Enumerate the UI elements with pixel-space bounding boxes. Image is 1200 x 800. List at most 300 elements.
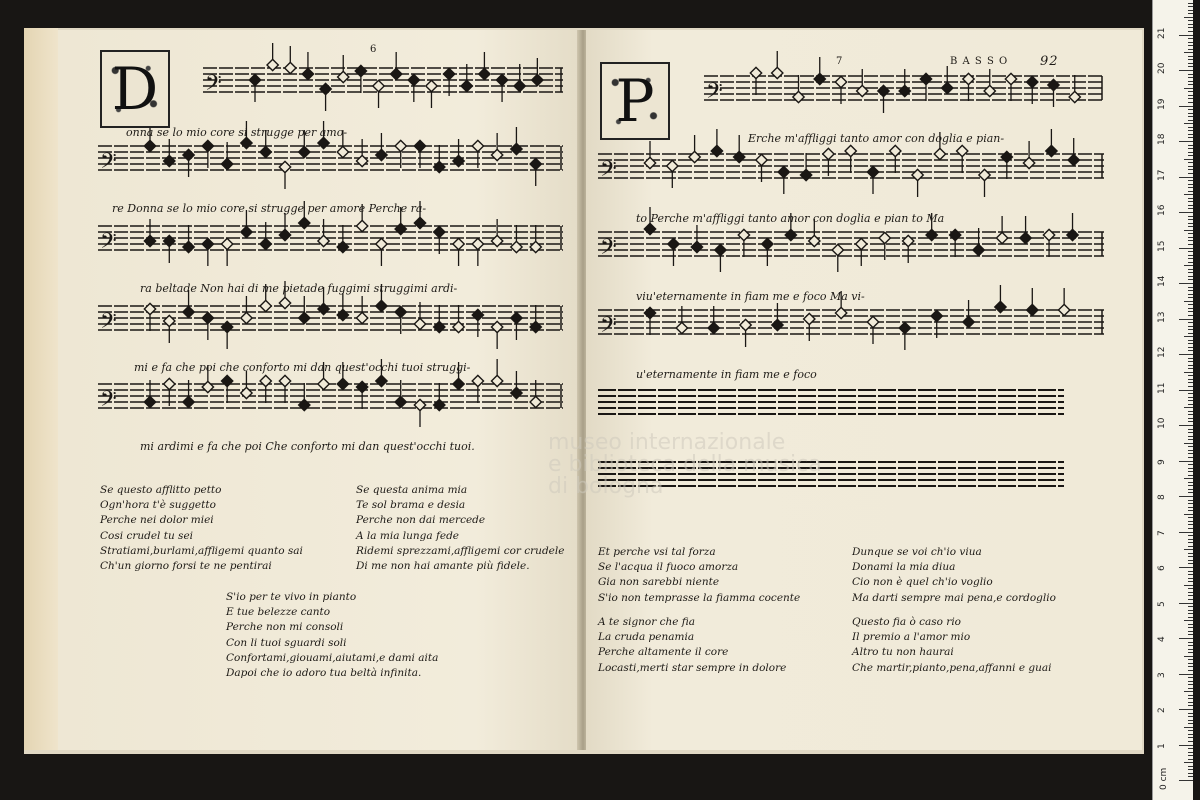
ruler-tick [1188, 77, 1193, 78]
verse-line: Se questa anima mia [356, 484, 468, 496]
ruler-tick [1188, 542, 1193, 543]
ruler-tick [1188, 670, 1193, 671]
music-note [183, 225, 194, 253]
music-note [832, 244, 843, 272]
ruler-tick [1188, 24, 1193, 25]
ruler-tick [1188, 599, 1193, 600]
ruler-tick [1179, 177, 1193, 178]
ruler-tick [1188, 56, 1193, 57]
ruler-label: 10 [1157, 417, 1167, 429]
ruler-tick [1188, 560, 1193, 561]
ruler-tick [1179, 248, 1193, 249]
music-note [1046, 129, 1057, 157]
ruler-tick [1179, 674, 1193, 675]
verse-line: Di me non hai amante più fidele. [356, 560, 530, 573]
music-note [202, 238, 213, 266]
ruler-label: 1 [1157, 742, 1167, 749]
music-note [750, 67, 761, 95]
ruler-tick [1188, 208, 1193, 209]
ruler-tick [1188, 517, 1193, 518]
music-note [279, 213, 290, 241]
ruler-tick [1188, 329, 1193, 330]
ruler-tick [1188, 652, 1193, 653]
ruler-tick [1188, 702, 1193, 703]
ruler-tick [1188, 184, 1193, 185]
ruler-tick [1188, 120, 1193, 121]
music-note [689, 135, 700, 163]
ruler-tick [1188, 578, 1193, 579]
ruler-tick [1188, 145, 1193, 146]
ruler-tick [1184, 52, 1193, 53]
verse-line: Ma darti sempre mai pena,e cordoglio [852, 591, 1056, 604]
ruler-tick [1188, 741, 1193, 742]
music-note [414, 399, 425, 427]
music-note [320, 83, 331, 111]
ruler-tick [1188, 429, 1193, 430]
ruler-tick [1188, 457, 1193, 458]
clef-icon: 𝄢 [600, 313, 617, 343]
ruler-tick [1188, 102, 1193, 103]
lyric-line: ra beltade Non hai di me pietade fuggimi struggimi ardi- [140, 282, 458, 295]
verse-line: Con li tuoi sguardi soli [226, 636, 347, 649]
ruler-tick [1188, 397, 1193, 398]
ruler-tick [1188, 418, 1193, 419]
lyric-line: to Perche m'affliggi tanto amor con doglia e pian to Ma [636, 212, 945, 225]
ruler-tick [1188, 269, 1193, 270]
folio-annotation: 92 [1040, 54, 1059, 69]
ruler-tick [1188, 31, 1193, 32]
music-note [337, 225, 348, 253]
ruler-tick [1188, 688, 1193, 689]
music-note [644, 141, 655, 169]
verse-line: Te sol brama e desia [356, 499, 466, 512]
ruler-tick [1184, 265, 1193, 266]
decorated-initial-p: P [600, 62, 670, 140]
music-note [957, 145, 968, 173]
ruler-tick [1188, 528, 1193, 529]
ruler-label: 3 [1157, 671, 1167, 678]
ruler-tick [1188, 627, 1193, 628]
ruler-tick [1188, 524, 1193, 525]
ruler-tick [1188, 503, 1193, 504]
ruler-tick [1188, 500, 1193, 501]
verse-line: E tue belezze canto [226, 606, 331, 619]
music-note [1001, 151, 1012, 179]
ruler-unit-label: 0 cm [1159, 767, 1169, 790]
verse-line: Confortami,giouami,aiutami,e dami aita [226, 651, 439, 664]
watermark-line: di bologna [548, 474, 664, 499]
decorated-initial-d: D [100, 50, 170, 128]
music-note [963, 300, 974, 328]
ruler-tick [1188, 49, 1193, 50]
music-note [1023, 141, 1034, 169]
ruler-tick [1188, 322, 1193, 323]
music-note [434, 145, 445, 173]
ruler-tick [1188, 20, 1193, 21]
ruler-tick [1188, 84, 1193, 85]
ruler-tick [1188, 659, 1193, 660]
ruler-tick [1188, 42, 1193, 43]
music-note [183, 149, 194, 177]
music-note [426, 80, 437, 108]
clef-icon: 𝄢 [100, 229, 117, 259]
ruler-tick [1188, 723, 1193, 724]
ruler-tick [1188, 38, 1193, 39]
music-note [299, 296, 310, 324]
ruler-label: 8 [1157, 494, 1167, 500]
ruler-tick [1179, 496, 1193, 497]
ruler-tick [1188, 148, 1193, 149]
clef-icon: 𝄢 [100, 149, 117, 179]
music-note [491, 359, 502, 387]
ruler-label: 18 [1157, 133, 1167, 145]
music-note [479, 52, 490, 80]
ruler-tick [1188, 606, 1193, 607]
ruler-tick [1188, 631, 1193, 632]
verse-line: Perche non dai mercede [356, 514, 486, 527]
lyric-line: onna se lo mio core si strugge per amo- [126, 126, 348, 139]
ruler-tick [1188, 326, 1193, 327]
ruler-tick [1188, 343, 1193, 344]
ruler-tick [1188, 113, 1193, 114]
clef-icon: 𝄢 [706, 79, 723, 109]
ruler-tick [1188, 226, 1193, 227]
ruler-tick [1188, 216, 1193, 217]
lyric-line: viu'eternamente in fiam me e foco Ma vi- [636, 290, 865, 303]
music-note [762, 238, 773, 266]
music-note [867, 316, 878, 344]
ruler-tick [1188, 272, 1193, 273]
music-note [950, 229, 961, 257]
ruler-tick [1184, 585, 1193, 586]
verse-line: A la mia lunga fede [356, 529, 460, 542]
ruler-tick [1188, 205, 1193, 206]
ruler-tick [1184, 301, 1193, 302]
ruler-tick [1188, 610, 1193, 611]
ruler-tick [1188, 677, 1193, 678]
ruler-tick [1179, 461, 1193, 462]
ruler-tick [1188, 485, 1193, 486]
music-note [1068, 138, 1079, 166]
ruler-tick [1188, 471, 1193, 472]
music-note [434, 305, 445, 333]
verse-line: Perche non mi consoli [226, 621, 344, 634]
ruler-tick [1179, 603, 1193, 604]
music-note [1027, 288, 1038, 316]
ruler-tick [1188, 66, 1193, 67]
ruler-tick [1188, 130, 1193, 131]
music-note [899, 69, 910, 97]
verse-stanza [356, 483, 564, 574]
ruler-tick [1188, 574, 1193, 575]
ruler-tick [1188, 645, 1193, 646]
music-note [453, 139, 464, 167]
music-note [1020, 216, 1031, 244]
ruler-tick [1188, 201, 1193, 202]
clef-icon: 𝄢 [100, 387, 117, 417]
ruler-tick [1188, 507, 1193, 508]
ruler-tick [1188, 713, 1193, 714]
ruler-label: 6 [1157, 565, 1167, 571]
music-note [249, 74, 260, 102]
empty-staff [598, 390, 1064, 414]
music-note [337, 293, 348, 321]
music-note [356, 139, 367, 167]
ruler-tick [1184, 17, 1193, 18]
ruler-tick [1184, 514, 1193, 515]
ruler-tick [1188, 311, 1193, 312]
ruler-tick [1188, 152, 1193, 153]
music-note [1005, 73, 1016, 101]
ruler-tick [1188, 258, 1193, 259]
ruler-tick [1184, 549, 1193, 550]
lyric-line: u'eternamente in fiam me e foco [636, 368, 817, 381]
page-edge [24, 28, 58, 750]
ruler-tick [1188, 358, 1193, 359]
ruler-tick [1184, 727, 1193, 728]
ruler-label: 19 [1157, 98, 1167, 110]
ruler-tick [1179, 106, 1193, 107]
music-note [530, 305, 541, 333]
music-note [734, 135, 745, 163]
ruler-label: 11 [1157, 382, 1167, 394]
ruler-tick [1188, 624, 1193, 625]
lyric-line: mi e fa che poi che conforto mi dan quest'occhi tuoi struggi- [134, 361, 471, 374]
ruler-tick [1188, 414, 1193, 415]
ruler-tick [1188, 482, 1193, 483]
music-note [867, 166, 878, 194]
music-note [279, 161, 290, 189]
ruler-tick [1188, 571, 1193, 572]
ruler-tick [1188, 563, 1193, 564]
music-note [996, 216, 1007, 244]
music-note [164, 315, 175, 343]
verse-line: S'io non temprasse la fiamma cocente [598, 591, 801, 604]
music-note [532, 58, 543, 86]
music-note [800, 153, 811, 181]
ruler-tick [1188, 375, 1193, 376]
music-note [903, 235, 914, 263]
ruler-tick [1188, 27, 1193, 28]
music-note [530, 158, 541, 186]
music-note [1043, 229, 1054, 257]
music-note [491, 219, 502, 247]
music-note [920, 73, 931, 101]
ruler-tick [1188, 581, 1193, 582]
ruler-tick [1188, 287, 1193, 288]
music-note [890, 145, 901, 173]
verse-line: Locasti,merti star sempre in dolore [598, 661, 787, 674]
ruler-tick [1188, 755, 1193, 756]
ruler-label: 16 [1157, 204, 1167, 216]
music-note [318, 219, 329, 247]
ruler-tick [1188, 769, 1193, 770]
music-note [338, 55, 349, 83]
ruler-tick [1188, 98, 1193, 99]
clef-icon: 𝄢 [600, 235, 617, 265]
music-note [472, 309, 483, 337]
ruler-tick [1188, 734, 1193, 735]
music-note [260, 375, 271, 403]
verse-stanza [852, 615, 1051, 676]
ruler-tick [1188, 379, 1193, 380]
ruler-tick [1188, 453, 1193, 454]
verse-line: Se l'acqua il fuoco amorza [598, 561, 739, 574]
ruler-tick [1184, 88, 1193, 89]
ruler-label: 5 [1157, 600, 1167, 607]
ruler-tick [1188, 553, 1193, 554]
music-note [984, 69, 995, 97]
verse-stanza [226, 590, 438, 681]
ruler-tick [1188, 173, 1193, 174]
verse-line: Se questo afflitto petto [100, 484, 222, 496]
ruler-label: 7 [1157, 529, 1167, 536]
verse-line: Stratiami,burlami,affligemi quanto sai [100, 544, 303, 557]
ruler-tick [1188, 240, 1193, 241]
ruler-label: 20 [1157, 62, 1167, 74]
verse-line: Questo fia ò caso rio [852, 616, 961, 628]
ruler-tick [1188, 162, 1193, 163]
music-note [302, 52, 313, 80]
ruler-tick [1184, 372, 1193, 373]
music-note [778, 166, 789, 194]
music-note [356, 296, 367, 324]
ruler-tick [1188, 468, 1193, 469]
ruler-tick [1179, 638, 1193, 639]
ruler-tick [1188, 446, 1193, 447]
ruler-tick [1188, 233, 1193, 234]
music-note [356, 381, 367, 409]
ruler-tick [1188, 698, 1193, 699]
ruler-tick [1188, 237, 1193, 238]
clef-icon: 𝄢 [205, 71, 222, 101]
verse-stanza [598, 615, 786, 676]
lyric-line: re Donna se lo mio core si strugge per amore Perche ra- [112, 202, 427, 215]
ruler-tick [1179, 532, 1193, 533]
ruler-tick [1188, 155, 1193, 156]
music-note [241, 296, 252, 324]
ruler-label: 2 [1157, 707, 1167, 713]
music-note [979, 169, 990, 197]
verse-line: Dunque se voi ch'io viua [852, 546, 982, 558]
measurement-ruler [1152, 0, 1193, 800]
music-note [164, 139, 175, 167]
verse-line: S'io per te vivo in pianto [226, 591, 357, 603]
music-note [912, 169, 923, 197]
music-note [878, 85, 889, 113]
music-note [845, 145, 856, 173]
music-note [434, 383, 445, 411]
music-note [373, 80, 384, 108]
ruler-label: 21 [1157, 27, 1167, 39]
ruler-tick [1188, 595, 1193, 596]
ruler-tick [1188, 116, 1193, 117]
ruler-tick [1188, 720, 1193, 721]
ruler-tick [1179, 212, 1193, 213]
ruler-tick [1188, 400, 1193, 401]
ruler-tick [1188, 634, 1193, 635]
music-note [241, 371, 252, 399]
ruler-tick [1179, 354, 1193, 355]
music-note [279, 375, 290, 403]
ruler-tick [1188, 276, 1193, 277]
ruler-tick [1188, 759, 1193, 760]
music-note [995, 285, 1006, 313]
music-note [1048, 79, 1059, 107]
ruler-tick [1188, 421, 1193, 422]
ruler-tick [1188, 91, 1193, 92]
music-note [511, 127, 522, 155]
music-note [738, 229, 749, 257]
ruler-tick [1188, 74, 1193, 75]
ruler-tick [1188, 436, 1193, 437]
verse-line: Che martir,pianto,pena,affanni e guai [852, 661, 1052, 674]
ruler-tick [1188, 737, 1193, 738]
ruler-tick [1188, 617, 1193, 618]
music-note [772, 51, 783, 79]
ruler-tick [1188, 752, 1193, 753]
verse-line: Et perche vsi tal forza [598, 546, 716, 558]
verse-line: Ridemi sprezzami,affligemi cor crudele [356, 544, 565, 557]
music-note [511, 312, 522, 340]
library-watermark [548, 432, 822, 498]
verse-line: Il premio a l'amor mio [852, 631, 971, 644]
music-note [668, 238, 679, 266]
ruler-tick [1184, 407, 1193, 408]
ruler-tick [1188, 223, 1193, 224]
music-note [267, 43, 278, 71]
ruler-tick [1188, 535, 1193, 536]
ruler-tick [1184, 478, 1193, 479]
ruler-tick [1188, 439, 1193, 440]
ruler-tick [1184, 656, 1193, 657]
ruler-label: 4 [1157, 636, 1167, 642]
verse-line: Donami la mia diua [852, 561, 956, 574]
ruler-tick [1188, 475, 1193, 476]
ruler-tick [1188, 137, 1193, 138]
ruler-tick [1188, 59, 1193, 60]
ruler-tick [1188, 368, 1193, 369]
ruler-tick [1188, 556, 1193, 557]
music-note [667, 160, 678, 188]
music-note [511, 371, 522, 399]
clef-icon: 𝄢 [100, 309, 117, 339]
verse-line: Altro tu non haurai [852, 646, 954, 659]
music-note [144, 219, 155, 247]
ruler-tick [1179, 35, 1193, 36]
ruler-label: 17 [1157, 169, 1167, 181]
clef-icon: 𝄢 [600, 157, 617, 187]
music-note [1058, 288, 1069, 316]
ruler-tick [1188, 642, 1193, 643]
verse-line: Cosi crudel tu sei [100, 529, 194, 542]
music-note [1067, 213, 1078, 241]
music-note [144, 303, 155, 331]
ruler-tick [1184, 762, 1193, 763]
ruler-tick [1188, 464, 1193, 465]
music-note [496, 74, 507, 102]
ruler-tick [1188, 492, 1193, 493]
ruler-tick [1188, 681, 1193, 682]
ruler-tick [1188, 546, 1193, 547]
ruler-tick [1188, 333, 1193, 334]
verse-stanza [100, 483, 303, 574]
ruler-tick [1188, 489, 1193, 490]
music-note [453, 305, 464, 333]
ruler-tick [1188, 365, 1193, 366]
music-note [511, 225, 522, 253]
music-note [711, 129, 722, 157]
